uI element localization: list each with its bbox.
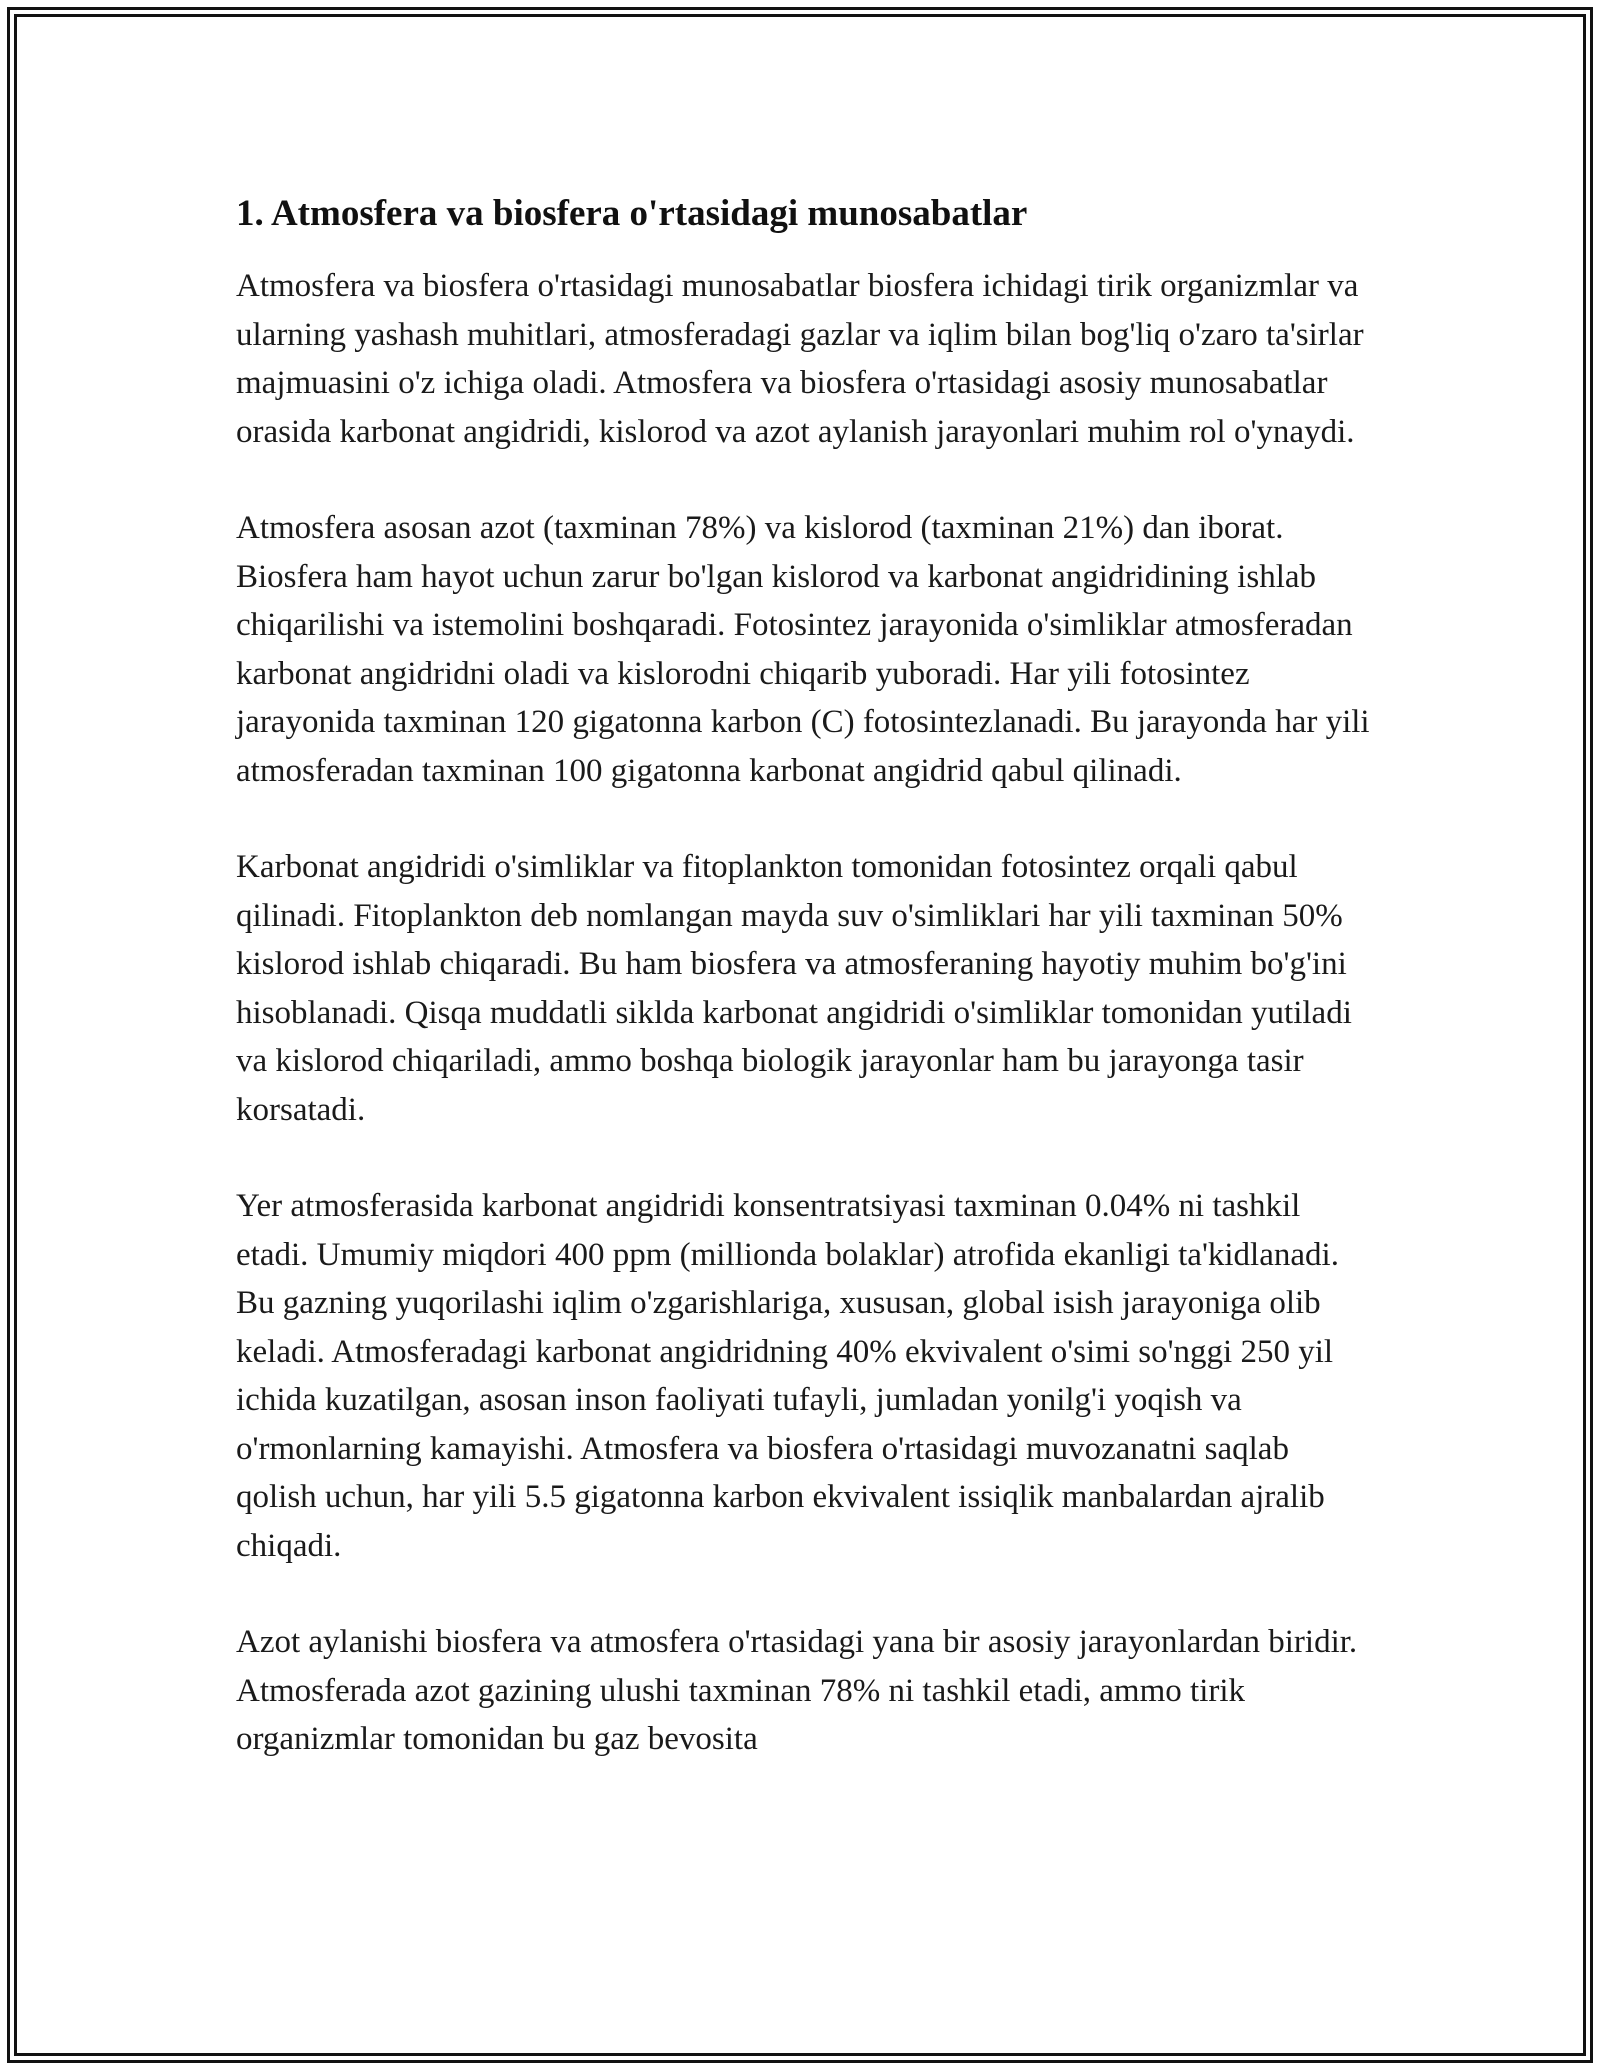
document-body [236, 188, 1376, 1764]
section-heading: 1. Atmosfera va biosfera o'rtasidagi munosabatlar [236, 193, 1028, 234]
paragraph-atmosphere-composition: Atmosfera asosan azot (taxminan 78%) va kislorod (taxminan 21%) dan iborat. Biosfera ham hayot uchun zarur bo'lgan kislorod va karbonat angidridining ishlab chiqarilishi va istemolini boshqaradi. Fotosintez jarayonida o'simliklar atmosferadan karbonat angidridni oladi va kislorodni chiqarib yuboradi. Har yili fotosintez jarayonida taxminan 120 gigatonna karbon (C) fotosintezlanadi. Bu jarayonda har yili atmosferadan taxminan 100 gigatonna karbonat angidrid qabul qilinadi. [236, 510, 1370, 789]
paragraph-intro: Atmosfera va biosfera o'rtasidagi munosabatlar biosfera ichidagi tirik organizmlar va ularning yashash muhitlari, atmosferadagi gazlar va iqlim bilan bog'liq o'zaro ta'sirlar majmuasini o'z ichiga oladi. Atmosfera va biosfera o'rtasidagi asosiy munosabatlar orasida karbonat angidridi, kislorod va azot aylanish jarayonlari muhim rol o'ynaydi. [236, 268, 1364, 450]
paragraph-co2-concentration: Yer atmosferasida karbonat angidridi konsentratsiyasi taxminan 0.04% ni tashkil etadi. Umumiy miqdori 400 ppm (millionda bolaklar) atrofida ekanligi ta'kidlanadi. Bu gazning yuqorilashi iqlim o'zgarishlariga, xususan, global isish jarayoniga olib keladi. Atmosferadagi karbonat angidridning 40% ekvivalent o'simi so'nggi 250 yil ichida kuzatilgan, asosan inson faoliyati tufayli, jumladan yonilg'i yoqish va o'rmonlarning kamayishi. Atmosfera va biosfera o'rtasidagi muvozanatni saqlab qolish uchun, har yili 5.5 gigatonna karbon ekvivalent issiqlik manbalardan ajralib chiqadi. [236, 1188, 1339, 1564]
paragraph-phytoplankton: Karbonat angidridi o'simliklar va fitoplankton tomonidan fotosintez orqali qabul qilinadi. Fitoplankton deb nomlangan mayda suv o'simliklari har yili taxminan 50% kislorod ishlab chiqaradi. Bu ham biosfera va atmosferaning hayotiy muhim bo'g'ini hisoblanadi. Qisqa muddatli siklda karbonat angidridi o'simliklar tomonidan yutiladi va kislorod chiqariladi, ammo boshqa biologik jarayonlar ham bu jarayonga tasir korsatadi. [236, 849, 1352, 1128]
paragraph-nitrogen-cycle: Azot aylanishi biosfera va atmosfera o'rtasidagi yana bir asosiy jarayonlardan biridir. Atmosferada azot gazining ulushi taxminan 78% ni tashkil etadi, ammo tirik organizmlar tomonidan bu gaz bevosita [236, 1624, 1358, 1757]
